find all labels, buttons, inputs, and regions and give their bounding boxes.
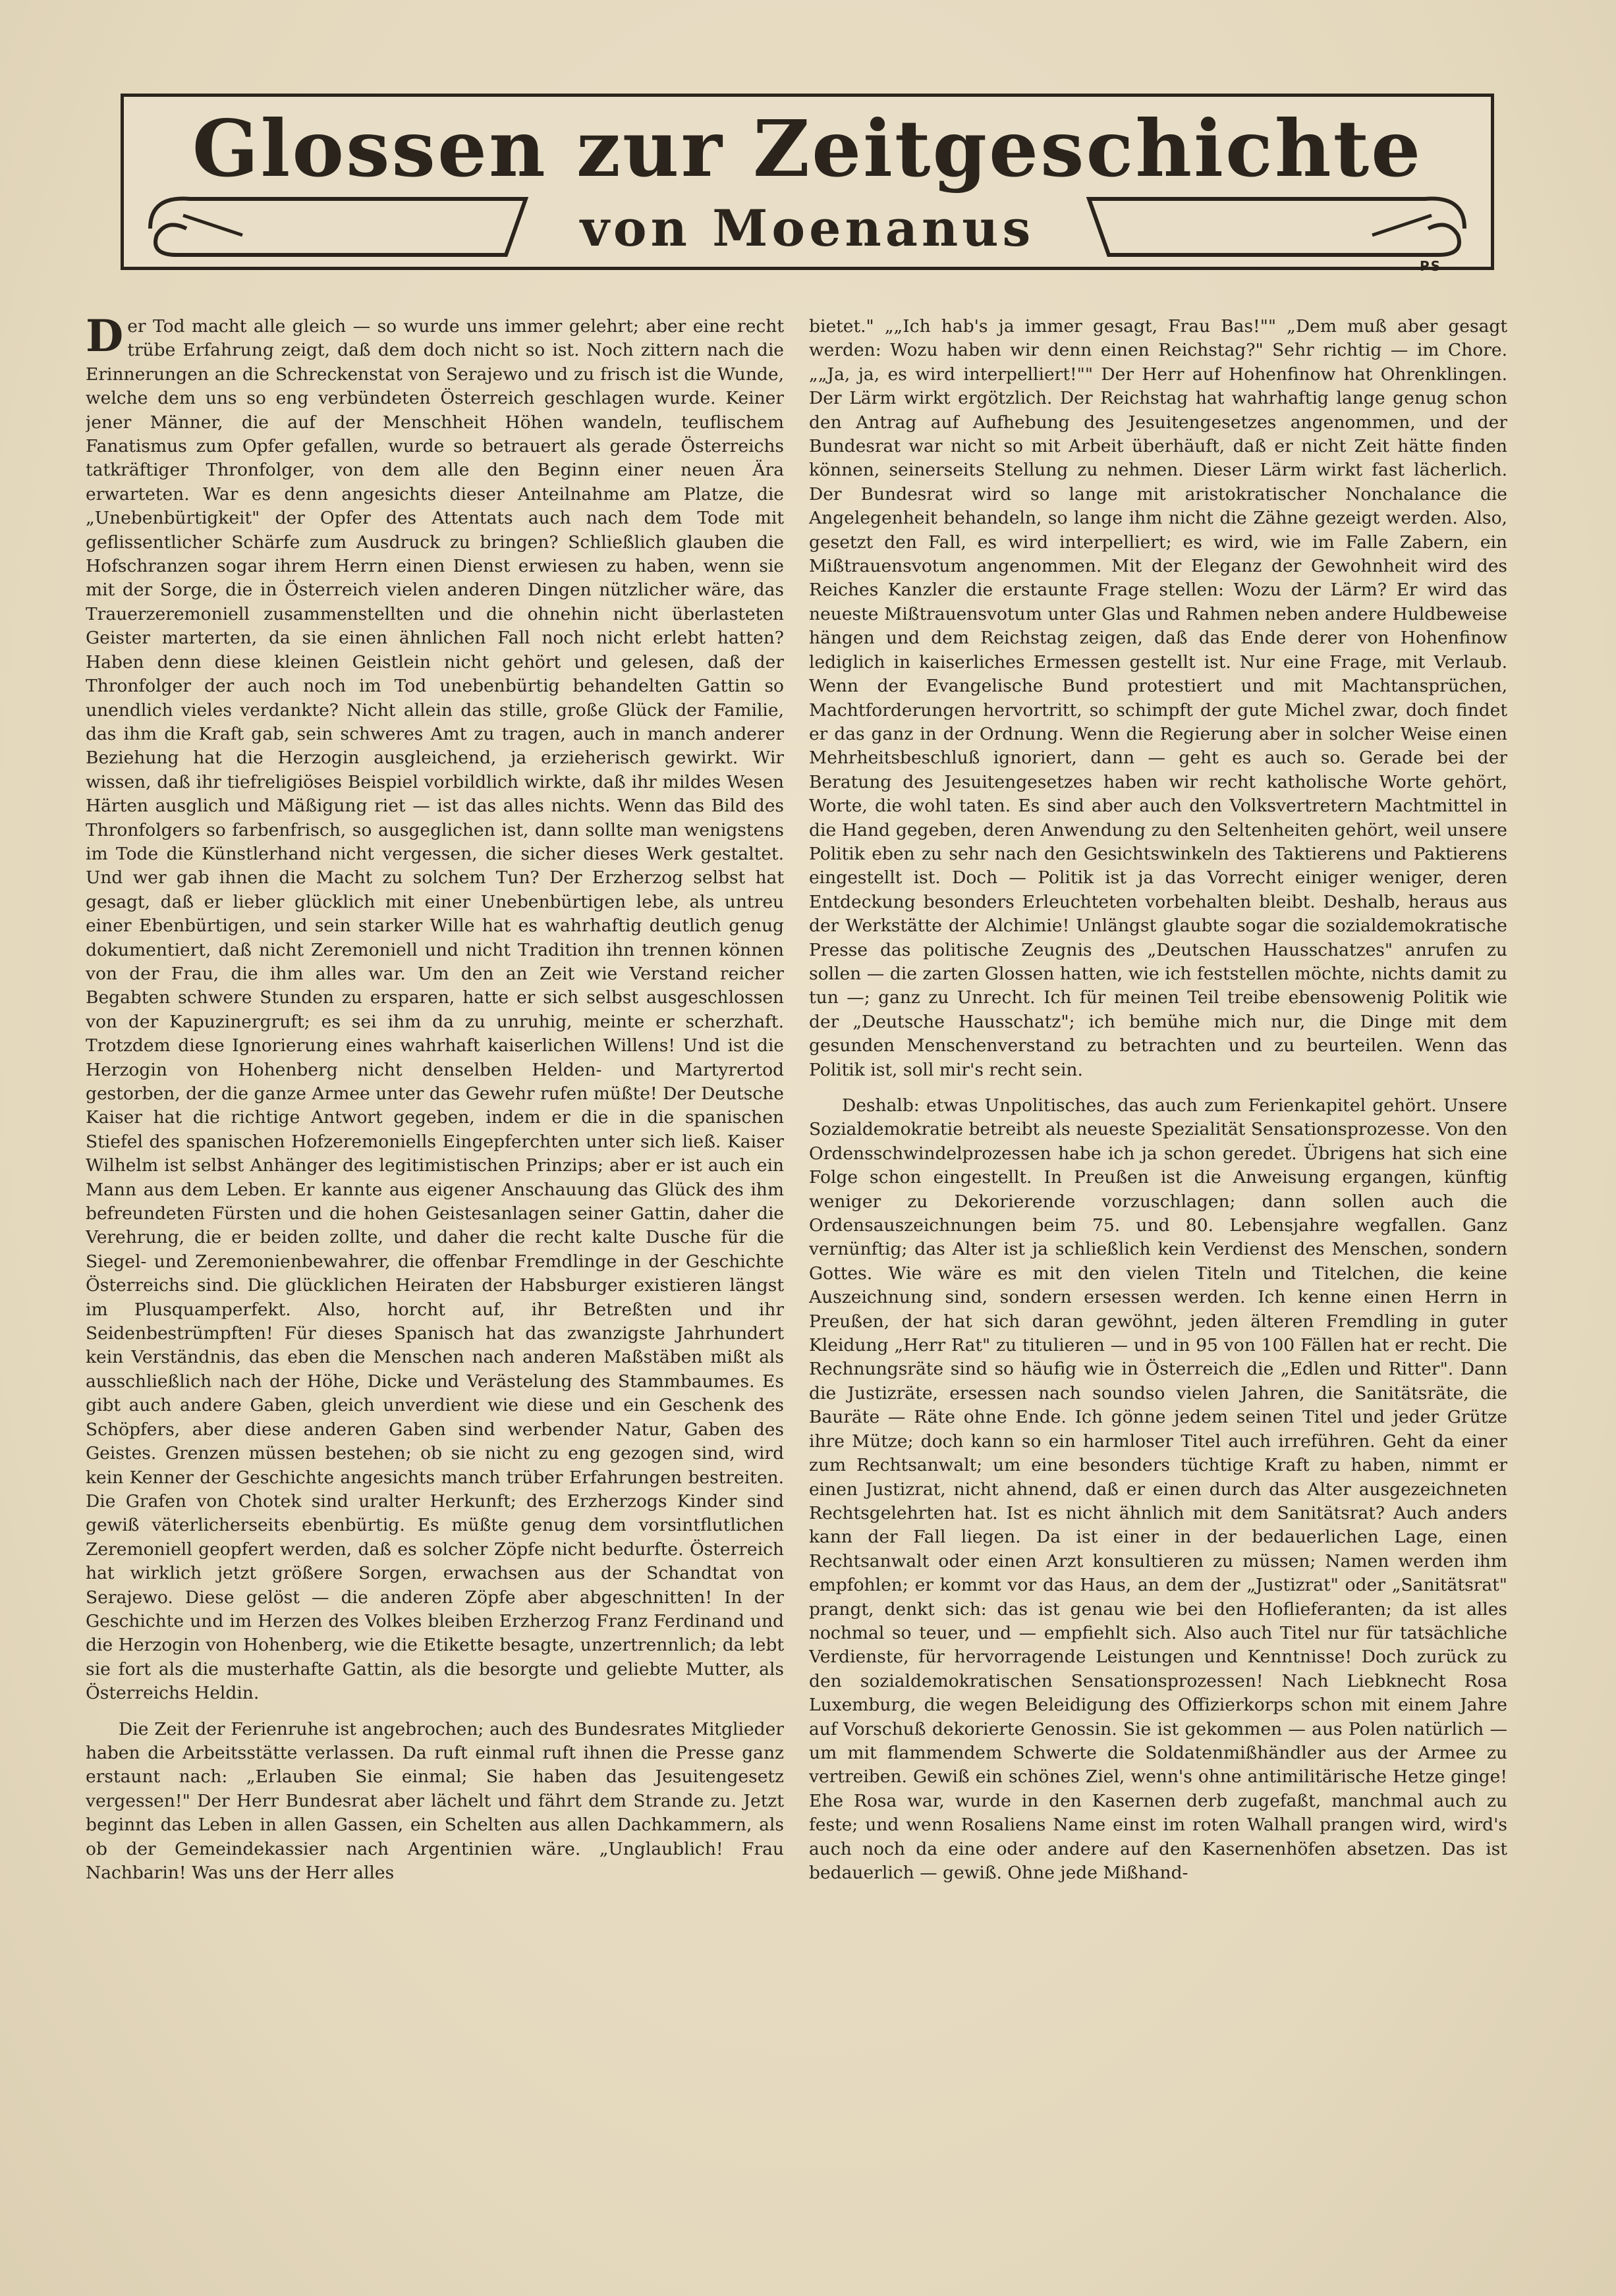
header-frame	[121, 94, 1494, 270]
byline: von Moenanus	[580, 199, 1035, 258]
page-title: Glossen zur Zeitgeschichte	[192, 103, 1423, 194]
paragraph-text: er Tod macht alle gleich — so wurde uns immer gelehrt; aber eine recht trübe Erfahrung zeigt, daß dem doch nicht so ist. Noch zittern nach die Erinnerungen an die Schreckenstat von Serajewo und zu frisch ist die Wunde, welche dem uns so eng verbündeten Österreich geschlagen wurde. Keiner jener Männer, die auf der Menschheit Höhen wandeln, teuflischem Fanatismus zum Opfer gefallen, wurde so betrauert als gerade Österreichs tatkräftiger Thronfolger, von dem alle den Beginn einer neuen Ära erwarteten. War es denn angesichts dieser Anteilnahme am Platze, die „Unebenbürtigkeit" der Opfer des Attentats auch nach dem Tode mit geflissentlicher Schärfe zum Ausdruck zu bringen? Schließlich glauben die Hofschranzen sogar ihrem Herrn einen Dienst erwiesen zu haben, wenn sie mit der Sorge, die in Österreich vielen anderen Dingen nützlicher wäre, das Trauerzeremoniell zusammenstellten und die ohnehin nicht überlasteten Geister marterten, da sie einen ähnlichen Fall noch nicht erlebt hatten? Haben denn diese kleinen Geistlein nicht gehört und gelesen, daß der Thronfolger der auch noch im Tod unebenbürtig behandelten Gattin so unendlich vieles verdankte? Nicht allein das stille, große Glück der Familie, das ihm die Kraft gab, sein schweres Amt zu tragen, auch in manch anderer Beziehung hat die Herzogin ausgleichend, ja erzieherisch gewirkt. Wir wissen, daß ihr tiefreligiöses Beispiel vorbildlich wirkte, daß ihr mildes Wesen Härten ausglich und Mäßigung riet — ist das alles nichts. Wenn das Bild des Thronfolgers so farbenfrisch, so ausgeglichen ist, dann sollte man wenigstens im Tode die Künstlerhand nicht vergessen, die sicher dieses Werk gestaltet. Und wer gab ihnen die Macht zu solchem Tun? Der Erzherzog selbst hat gesagt, daß er lieber glücklich mit einer Unebenbürtigen lebe, als untreu einer Ebenbürtigen, und sein starker Wille hat es wahrhaftig deutlich genug dokumentiert, daß nicht Zeremoniell und nicht Tradition ihn trennen können von der Frau, die ihm alles war. Um den an Zeit wie Verstand reicher Begabten schwere Stunden zu ersparen, hatte er sich selbst ausgeschlossen von der Kapuzinergruft; es sei ihm da zu unruhig, meinte er scherzhaft. Trotzdem diese Ignorierung eines wahrhaft kaiserlichen Willens! Und ist die Herzogin von Hohenberg nicht denselben Helden- und Martyrertod gestorben, der die ganze Armee unter das Gewehr rufen müßte! Der Deutsche Kaiser hat die richtige Antwort gegeben, indem er die in die spanischen Stiefel des spanischen Hofzeremoniells Eingepferchten unter sich ließ. Kaiser Wilhelm ist selbst Anhänger des legitimistischen Prinzips; aber er ist auch ein Mann aus dem Leben. Er kannte aus eigener Anschauung das Glück des ihm befreundeten Fürsten und die hohen Geistesanlagen seiner Gattin, daher die Verehrung, die er beiden zollte, und daher die recht kalte Dusche für die Siegel- und Zeremonienbewahrer, die offenbar Fremdlinge in der Geschichte Österreichs sind. Die glücklichen Heiraten der Habsburger existieren längst im Plusquamperfekt. Also, horcht auf, ihr Betreßten und ihr Seidenbestrümpften! Für dieses Spanisch hat das zwanzigste Jahrhundert kein Verständnis, das eben die Menschen nach anderen Maßstäben mißt als ausschließlich nach der Höhe, Dicke und Verästelung des Stammbaumes. Es gibt auch andere Gaben, gleich unverdient wie diese und ein Geschenk des Schöpfers, aber diese anderen Gaben sind werbender Natur, Gaben des Geistes. Grenzen müssen bestehen; ob sie nicht zu eng gezogen sind, wird kein Kenner der Geschichte angesichts manch trüber Erfahrungen bestreiten. Die Grafen von Chotek sind uralter Herkunft; des Erzherzogs Kinder sind gewiß väterlicherseits ebenbürtig. Es müßte genug dem vorsintflutlichen Zeremoniell geopfert werden, daß es solcher Zöpfe nicht bedurfte. Österreich hat wirklich jetzt größere Sorgen, erwachsen aus der Schandtat von Serajewo. Diese gelöst — die anderen Zöpfe aber abgeschnitten! In der Geschichte und im Herzen des Volkes bleiben Erzherzog Franz Ferdinand und die Herzogin von Hohenberg, wie die Etikette besagte, unzertrennlich; da lebt sie fort als die musterhafte Gattin, als die besorgte und geliebte Mutter, als Österreichs Heldin.	[86, 316, 784, 1704]
article-paragraph: Die Zeit der Ferienruhe ist angebrochen; auch des Bundesrates Mitglieder haben die Arbeitsstätte verlassen. Da ruft einmal ruft ihnen die Presse ganz erstaunt nach: „Erlauben Sie einmal; Sie haben das Jesuitengesetz vergessen!" Der Herr Bundesrat aber lächelt und fährt dem Strande zu. Jetzt beginnt das Leben in allen Gassen, ein Schelten aus allen Dachkammern, als ob der Gemeindekassier nach Argentinien wäre. „Unglaublich! Frau Nachbarin! Was uns der Herr alles	[86, 1718, 784, 1883]
article-paragraph: bietet." „„Ich hab's ja immer gesagt, Frau Bas!"" „Dem muß aber gesagt werden: Wozu haben wir denn einen Reichstag?" Sehr richtig — im Chore. „„Ja, ja, es wird interpelliert!"" Der Herr auf Hohenfinow hat Ohrenklingen. Der Lärm wirkt ergötzlich. Der Reichstag hat wahrhaftig lange genug schon den Antrag auf Aufhebung des Jesuitengesetzes angenommen, und der Bundesrat war nicht so mit Arbeit überhäuft, daß er nicht Zeit hätte finden können, seinerseits Stellung zu nehmen. Dieser Lärm wirkt fast lächerlich. Der Bundesrat wird so lange mit aristokratischer Nonchalance die Angelegenheit behandeln, so lange ihm nicht die Zähne gezeigt werden. Also, gesetzt den Fall, es wird interpelliert; es wird, wie im Falle Zabern, ein Mißtrauensvotum angenommen. Mit der Eleganz der Gewohnheit wird des Reiches Kanzler die erstaunte Frage stellen: Wozu der Lärm? Er wird das neueste Mißtrauensvotum unter Glas und Rahmen neben andere Huldbeweise hängen und dem Reichstag zeigen, daß das Ende derer von Hohenfinow lediglich in kaiserliches Ermessen gestellt ist. Nur eine Frage, mit Verlaub. Wenn der Evangelische Bund protestiert und mit Machtansprüchen, Machtforderungen hervortritt, so schimpft der gute Michel zwar, doch findet er das ganz in der Ordnung. Wenn die Regierung aber in solcher Weise einen Mehrheitsbeschluß ignoriert, dann — geht es auch so. Gerade bei der Beratung des Jesuitengesetzes haben wir recht katholische Worte gehört, Worte, die wohl taten. Es sind aber auch den Volksvertretern Machtmittel in die Hand gegeben, deren Anwendung zu den Seltenheiten gehört, weil unsere Politik eben zu sehr nach den Gesichtswinkeln des Taktierens und Paktierens eingestellt ist. Doch — Politik ist ja das Vorrecht einiger weniger, deren Entdeckung besonders Erleuchteten vorbehalten bleibt. Deshalb, heraus aus der Werkstätte der Alchimie! Unlängst glaubte sogar die sozialdemokratische Presse das politische Zeugnis des „Deutschen Hausschatzes" anrufen zu sollen — die zarten Glossen hatten, wie ich feststellen möchte, nichts damit zu tun —; ganz zu Unrecht. Ich für meinen Teil treibe ebensowenig Politik wie der „Deutsche Hausschatz"; ich bemühe mich nur, die Dinge mit dem gesunden Menschenverstand zu betrachten und zu beurteilen. Wenn das Politik ist, soll mir's recht sein.	[809, 316, 1507, 1080]
artist-signature: PS	[1420, 258, 1442, 274]
right-column	[809, 315, 1507, 2251]
right-scroll-ornament-icon	[1082, 189, 1478, 265]
article-paragraph	[86, 315, 784, 1706]
drop-cap: D	[86, 315, 124, 362]
left-column	[86, 315, 784, 2251]
article-paragraph: Deshalb: etwas Unpolitisches, das auch zum Ferienkapitel gehört. Unsere Sozialdemokratie betreibt als neueste Spezialität Sensationsprozesse. Von den Ordensschwindelprozessen habe ich ja schon geredet. Übrigens hat sich eine Folge schon eingestellt. In Preußen ist die Anweisung ergangen, künftig weniger zu Dekorierende vorzuschlagen; dann sollen auch die Ordensauszeichnungen beim 75. und 80. Lebensjahre wegfallen. Ganz vernünftig; das Alter ist ja schließlich kein Verdienst des Menschen, sondern Gottes. Wie wäre es mit den vielen Titeln und Titelchen, die keine Auszeichnung sind, sondern ersessen werden. Ich kenne einen Herrn in Preußen, der hat sich daran gewöhnt, jeden älteren Fremdling in guter Kleidung „Herr Rat" zu titulieren — und in 95 von 100 Fällen hat er recht. Die Rechnungsräte sind so häufig wie in Österreich die „Edlen und Ritter". Dann die Justizräte, ersessen nach soundso vielen Jahren, die Sanitätsräte, die Bauräte — Räte ohne Ende. Ich gönne jedem seinen Titel und jeder Grütze ihre Mütze; doch kann so ein harmloser Titel auch irreführen. Geht da einer zum Rechtsanwalt; um eine besonders tüchtige Kraft zu haben, nimmt er einen Justizrat, nicht ahnend, daß er einen durch das Alter ausgezeichneten Rechtsgelehrten hat. Ist es nicht ähnlich mit dem Sanitätsrat? Auch anders kann der Fall liegen. Da ist einer in der bedauerlichen Lage, einen Rechtsanwalt oder einen Arzt konsultieren zu müssen; Namen werden ihm empfohlen; er kommt vor das Haus, an dem der „Justizrat" oder „Sanitätsrat" prangt, denkt sich: das ist genau wie bei den Hoflieferanten; da ist alles nochmal so teuer, und — empfiehlt sich. Also auch Titel nur für tatsächliche Verdienste, für hervorragende Leistungen und Kenntnisse! Doch zurück zu den sozialdemokratischen Sensationsprozessen! Nach Liebknecht Rosa Luxemburg, die wegen Beleidigung des Offizierkorps schon mit einem Jahre auf Vorschuß dekorierte Genossin. Sie ist gekommen — aus Polen natürlich — um mit flammendem Schwerte die Soldatenmißhändler aus der Armee zu vertreiben. Gewiß ein schönes Ziel, wenn's ohne antimilitärische Hetze ginge! Ehe Rosa war, wurde in den Kasernen derb zugefaßt, manchmal auch zu feste; und wenn Rosaliens Name einst im roten Walhall prangen wird, wird's auch noch da eine oder andere auf den Kasernenhöfen absetzen. Das ist bedauerlich — gewiß. Ohne jede Mißhand-	[809, 1095, 1507, 1883]
